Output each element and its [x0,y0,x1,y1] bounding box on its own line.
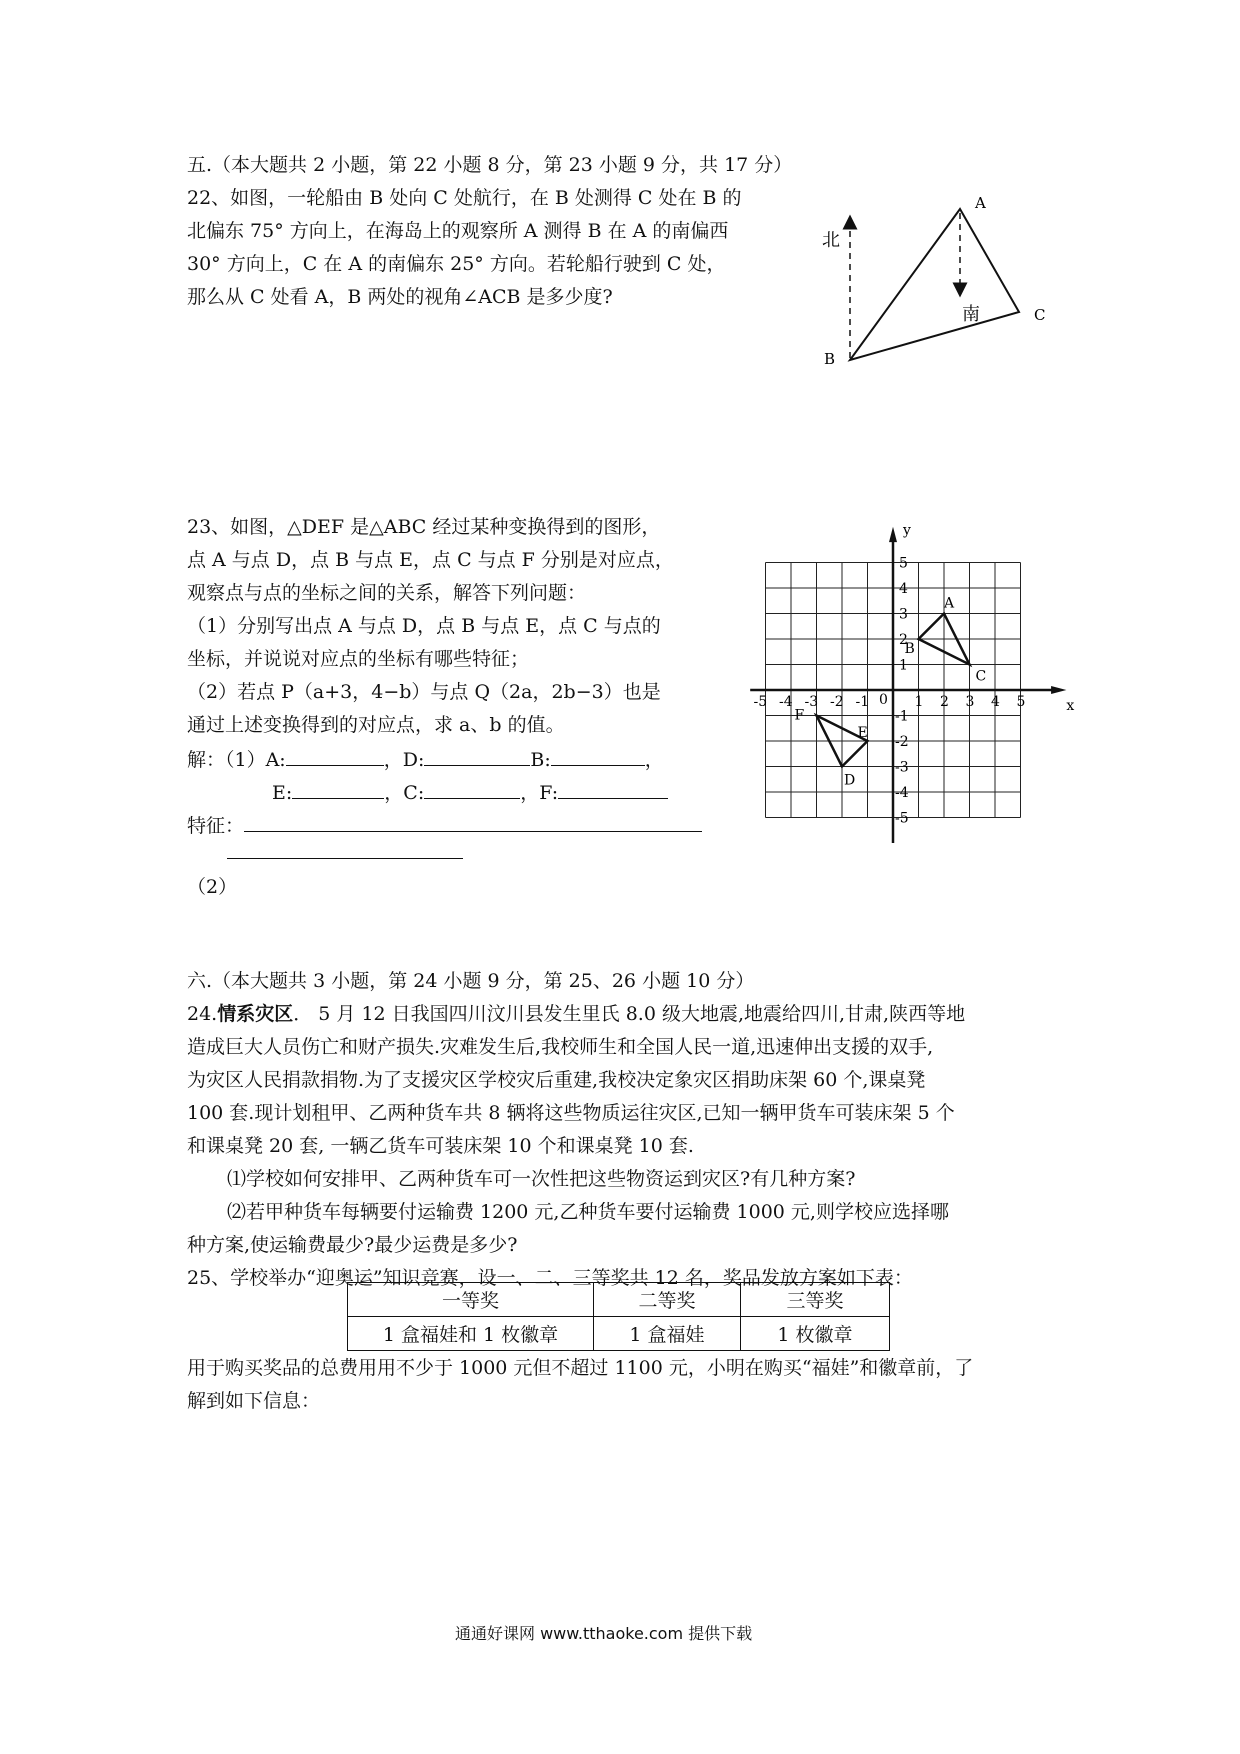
q24-line-3: 为灾区人民捐款捐物.为了支援灾区学校灾后重建,我校决定象灾区捐助床架 60 个,课桌凳 [187,1069,926,1091]
section5-header: 五.（本大题共 2 小题，第 22 小题 8 分，第 23 小题 9 分，共 17 分） [187,154,793,176]
q22-triangle [850,209,1019,360]
point-label-d: D [844,772,856,789]
table-row [348,1317,890,1351]
section6-header: 六.（本大题共 3 小题，第 24 小题 9 分，第 25、26 小题 10 分） [187,970,755,992]
q23-line-4: （1）分别写出点 A 与点 D，点 B 与点 E，点 C 与点的 [187,615,661,637]
q23-answer-row-1: 解：（1）A: ，D: B: ， [187,749,664,771]
point-label-f: F [794,707,805,724]
q23-answer-row-2: E: ，C: ，F: [272,782,668,803]
x-tick-label: -3 [804,694,819,710]
q23-line-2: 点 A 与点 D，点 B 与点 E，点 C 与点 F 分别是对应点， [187,549,674,571]
north-label: 北 [822,230,840,251]
x-tick-label: 1 [914,694,924,710]
q23-line-3: 观察点与点的坐标之间的关系，解答下列问题： [187,582,587,604]
q24-part-2-cont: 种方案,使运输费最少?最少运费是多少? [187,1234,518,1256]
label-c: C [1034,306,1046,324]
y-tick-label: -5 [895,810,909,827]
y-tick-label: 2 [899,632,908,648]
y-axis-label: y [903,522,911,539]
table-header-cell: 二等奖 [594,1283,741,1317]
q24-part-2: ⑵若甲种货车每辆要付运输费 1200 元,乙种货车要付运输费 1000 元,则学校应选择哪 [227,1201,949,1223]
y-tick-label: -1 [895,708,909,725]
q24-title: 情系灾区 [217,1003,294,1025]
table-row [348,1283,890,1317]
x-axis-arrow [1051,686,1066,694]
q23-part2: （2） [187,876,238,898]
point-label-e: E [857,725,868,741]
x-tick-label: -1 [855,694,870,710]
y-axis-arrow [889,527,897,542]
x-axis-label: x [1066,698,1075,714]
q23-coordinate-figure [740,510,1100,870]
y-tick-label: 3 [899,606,908,623]
x-tick-label: 3 [965,694,975,710]
table-cell: 1 盒福娃和 1 枚徽章 [348,1317,594,1351]
y-tick-label: 4 [899,581,908,597]
q24-line-2: 造成巨大人员伤亡和财产损失.灾难发生后,我校师生和全国人民一道,迅速伸出支援的双手, [187,1036,934,1058]
q23-line-6: （2）若点 P（a+3，4−b）与点 Q（2a，2b−3）也是 [187,681,661,703]
x-tick-label: -5 [753,694,768,710]
y-tick-label: -2 [895,734,909,750]
table-header-cell: 一等奖 [348,1283,594,1317]
q23-line-1: 23、如图，△DEF 是△ABC 经过某种变换得到的图形， [187,516,661,538]
y-tick-label: -4 [895,785,909,801]
table-cell: 1 枚徽章 [741,1317,890,1351]
x-tick-label: 4 [991,694,1000,710]
q23-line-5: 坐标，并说说对应点的坐标有哪些特征； [187,648,530,670]
origin-label: 0 [879,692,888,708]
label-b: B [824,350,836,368]
page-footer: 通通好课网 www.tthaoke.com 提供下载 [455,1624,753,1643]
point-label-a: A [944,595,955,612]
south-label: 南 [962,304,980,325]
q25-after-line-2: 解到如下信息： [187,1390,321,1412]
x-tick-label: 5 [1016,694,1026,710]
q25-after-line-1: 用于购买奖品的总费用用不少于 1000 元但不超过 1100 元，小明在购买“福娃”和徽章前，了 [187,1357,974,1379]
q25-line-1: 25、学校举办“迎奥运”知识竞赛，设一、二、三等奖共 12 名，奖品发放方案如下表： [187,1267,913,1289]
q22-line-4: 那么从 C 处看 A，B 两处的视角∠ACB 是多少度? [187,286,613,308]
point-label-c: C [975,668,987,685]
y-tick-label: 5 [899,555,908,572]
y-tick-label: 1 [899,657,908,674]
table-cell: 1 盒福娃 [594,1317,741,1351]
label-a: A [975,194,986,212]
q22-line-3: 30° 方向上，C 在 A 的南偏东 25° 方向。若轮船行驶到 C 处， [187,253,726,275]
q22-figure [815,185,1075,375]
q24-line-4: 100 套.现计划租甲、乙两种货车共 8 辆将这些物质运往灾区,已知一辆甲货车可装床架 5 个 [187,1102,955,1124]
q24-line-1: 24.情系灾区． 5 月 12 日我国四川汶川县发生里氏 8.0 级大地震,地震给四川,甘肃,陕西等地 [187,1003,966,1025]
table-header-cell: 三等奖 [741,1283,890,1317]
prize-table [347,1282,890,1351]
point-label-b: B [904,641,915,657]
q24-number: 24. [187,1003,218,1025]
y-tick-label: -3 [895,759,909,776]
x-tick-label: -2 [830,694,844,710]
q23-line-7: 通过上述变换得到的对应点，求 a、b 的值。 [187,714,565,736]
q23-feature-blank-2 [227,858,463,859]
q24-part-1: ⑴学校如何安排甲、乙两种货车可一次性把这些物资运到灾区?有几种方案? [227,1168,856,1190]
q22-line-1: 22、如图，一轮船由 B 处向 C 处航行，在 B 处测得 C 处在 B 的 [187,187,742,209]
q22-line-2: 北偏东 75° 方向上，在海岛上的观察所 A 测得 B 在 A 的南偏西 [187,220,729,242]
x-tick-label: -4 [779,694,793,710]
q23-feature-row: 特征： [187,815,702,836]
q24-line-5: 和课桌凳 20 套, 一辆乙货车可装床架 10 个和课桌凳 10 套. [187,1135,694,1157]
x-tick-label: 2 [940,694,949,710]
